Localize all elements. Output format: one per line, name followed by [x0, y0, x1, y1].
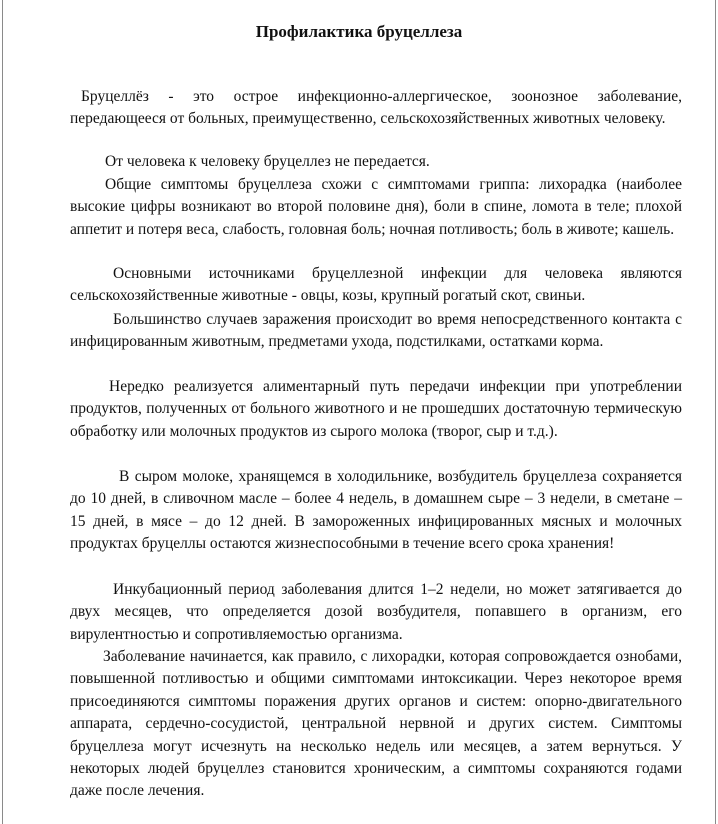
paragraph-transmission-note: От человека к человеку бруцеллез не передается. [105, 153, 430, 170]
paragraph-alimentary-route: Нередко реализуется алиментарный путь передачи инфекции при употреблении продуктов, полученных от больного животного и не прошедших достаточную термическую обработку или молочных продуктов из сырого молока (творог, сыр и т.д.). [70, 378, 682, 440]
paragraph-definition: Бруцеллёз - это острое инфекционно-аллергическое, зоонозное заболевание, передающееся от больных, преимущественно, сельскохозяйственных животных человеку. [70, 88, 682, 128]
paragraph-symptoms: Общие симптомы бруцеллеза схожи с симптомами гриппа: лихорадка (наиболее высокие цифры возникают во второй половине дня), боли в спине, ломота в теле; плохой аппетит и потеря веса, слабость, головная боль; ночная потливость; боль в животе; кашель. [70, 176, 682, 238]
document-title: Профилактика бруцеллеза [255, 22, 463, 41]
paragraph-disease-course: Заболевание начинается, как правило, с лихорадки, которая сопровождается ознобами, повышенной потливостью и общими симптомами интоксикации. Через некоторое время присоединяются симптомы поражения других органов и систем: опорно-двигательного аппарата, сердечно-сосудистой, центральной нервной и других систем. Симптомы бруцеллеза могут исчезнуть на несколько недель или месяцев, а затем вернуться. У некоторых людей бруцеллез становится хроническим, а симптомы сохраняются годами даже после лечения. [70, 648, 682, 800]
paragraph-pathogen-survival: В сыром молоке, хранящемся в холодильнике, возбудитель бруцеллеза сохраняется до 10 дней, в сливочном масле – более 4 недель, в домашнем сыре – 3 недели, в сметане – 15 дней, в мясе – до 12 дней. В замороженных инфицированных мясных и молочных продуктах бруцеллы остаются жизнеспособными в течение всего срока хранения! [70, 468, 682, 553]
paragraph-sources: Основными источниками бруцеллезной инфекции для человека являются сельскохозяйственные животные - овцы, козы, крупный рогатый скот, свиньи. [70, 265, 682, 305]
paragraph-contact-infection: Большинство случаев заражения происходит во время непосредственного контакта с инфицированным животным, предметами ухода, подстилками, остатками корма. [70, 311, 682, 351]
paragraph-incubation: Инкубационный период заболевания длится 1–2 недели, но может затягивается до двух месяцев, что определяется дозой возбудителя, попавшего в организм, его вирулентностью и сопротивляемостью организма. [70, 581, 682, 643]
